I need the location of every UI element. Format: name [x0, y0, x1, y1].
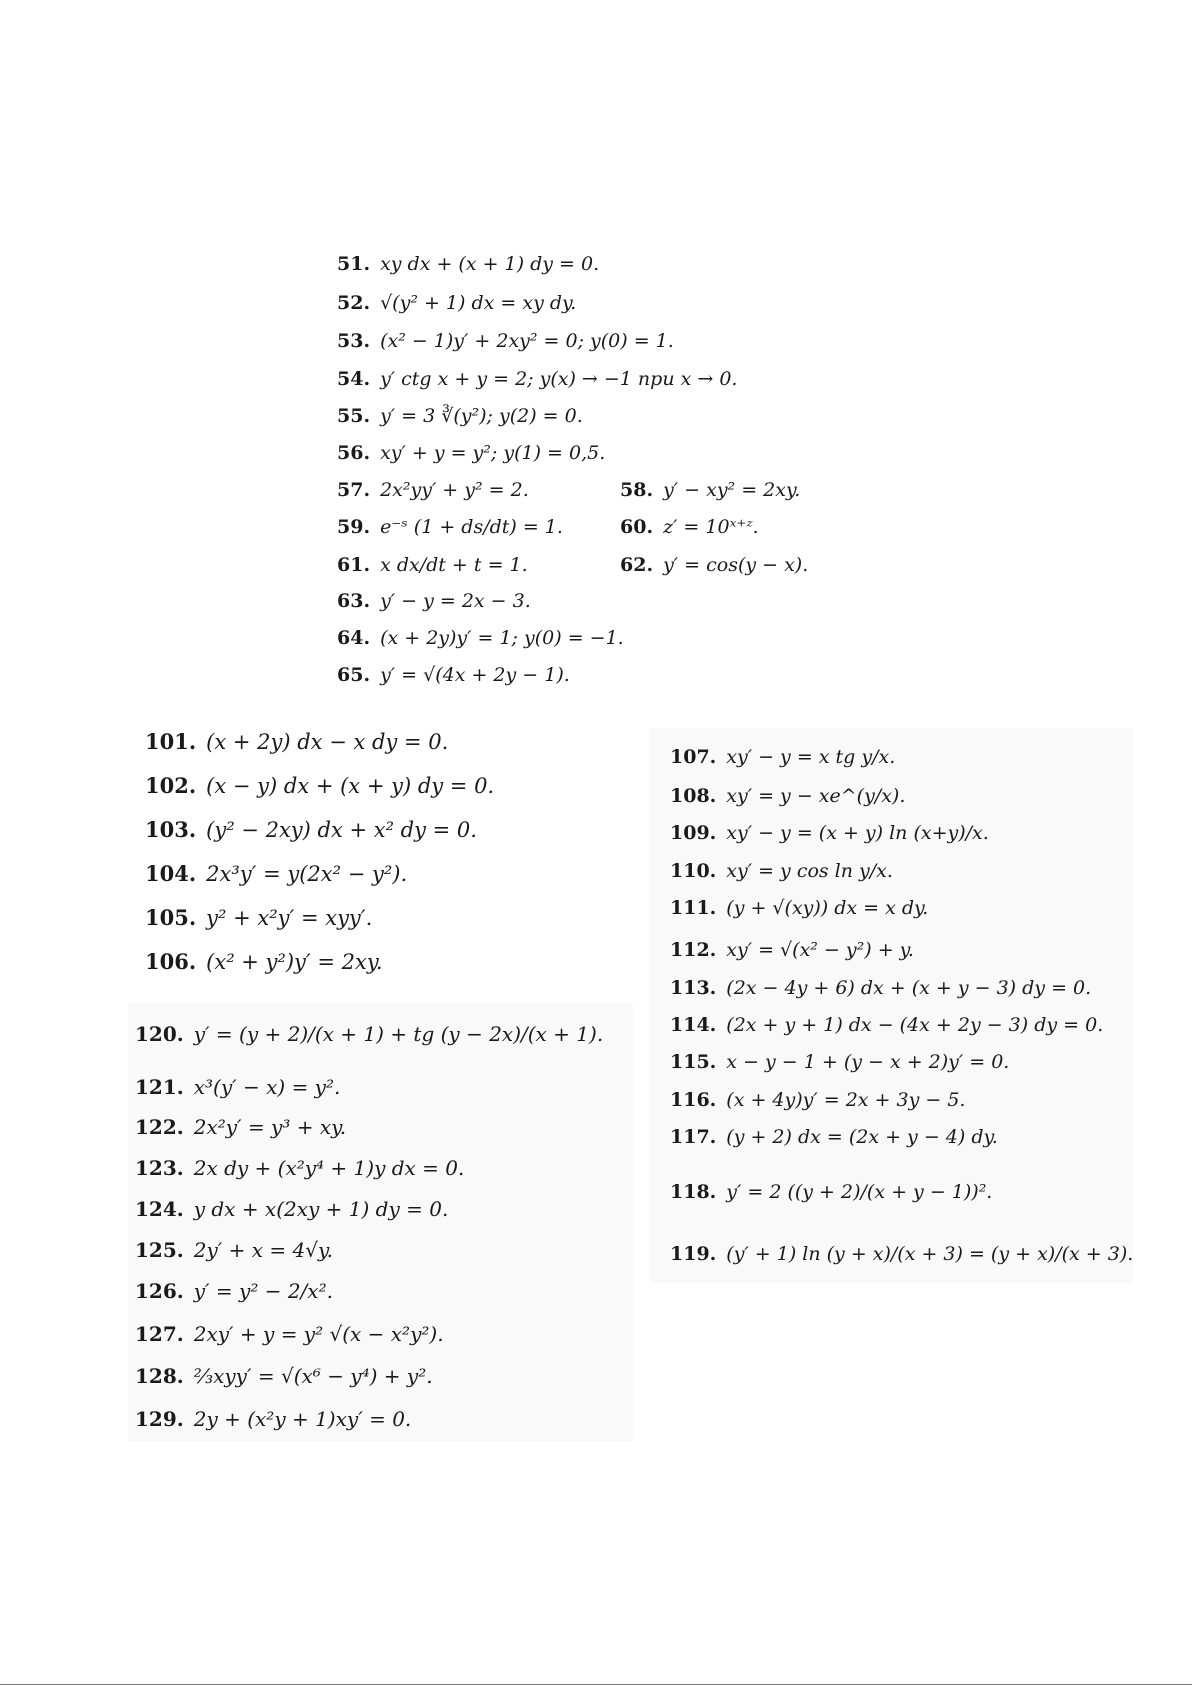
exercise-line: 127. 2xy′ + y = y² √(x − x²y²).: [135, 1322, 444, 1346]
exercise-line: 128. ⅔xyy′ = √(x⁶ − y⁴) + y².: [135, 1364, 433, 1388]
exercise-line: 123. 2x dy + (x²y⁴ + 1)y dx = 0.: [135, 1156, 465, 1180]
exercise-line: 115. x − y − 1 + (y − x + 2)y′ = 0.: [670, 1051, 1010, 1073]
exercise-line: 63. y′ − y = 2x − 3.: [337, 590, 531, 612]
exercise-line: 122. 2x²y′ = y³ + xy.: [135, 1115, 347, 1139]
exercise-line: 55. y′ = 3 ∛(y²); y(2) = 0.: [337, 405, 583, 427]
exercise-line: 111. (y + √(xy)) dx = x dy.: [670, 897, 929, 919]
exercise-line: 53. (x² − 1)y′ + 2xy² = 0; y(0) = 1.: [337, 330, 674, 352]
exercise-line: 116. (x + 4y)y′ = 2x + 3y − 5.: [670, 1089, 966, 1111]
exercise-line: 125. 2y′ + x = 4√y.: [135, 1238, 333, 1262]
exercise-line: 61. x dx/dt + t = 1.: [337, 554, 528, 576]
exercise-line: 110. xy′ = y cos ln y/x.: [670, 860, 893, 882]
exercise-line: 119. (y′ + 1) ln (y + x)/(x + 3) = (y + x)/(x + 3).: [670, 1243, 1134, 1265]
exercise-line: 102. (x − y) dx + (x + y) dy = 0.: [145, 773, 495, 798]
exercise-line: 106. (x² + y²)y′ = 2xy.: [145, 949, 383, 974]
exercise-line: 65. y′ = √(4x + 2y − 1).: [337, 664, 570, 686]
exercise-line: 62. y′ = cos(y − x).: [620, 554, 809, 576]
exercise-line: 117. (y + 2) dx = (2x + y − 4) dy.: [670, 1126, 998, 1148]
exercise-line: 54. y′ ctg x + y = 2; y(x) → −1 при x → 0.: [337, 368, 738, 390]
exercise-line: 105. y² + x²y′ = xyy′.: [145, 905, 373, 930]
exercise-line: 64. (x + 2y)y′ = 1; y(0) = −1.: [337, 627, 624, 649]
exercise-line: 101. (x + 2y) dx − x dy = 0.: [145, 729, 449, 754]
exercise-line: 59. e⁻ˢ (1 + ds/dt) = 1.: [337, 516, 563, 538]
exercise-line: 58. y′ − xy² = 2xy.: [620, 479, 801, 501]
exercise-line: 126. y′ = y² − 2/x².: [135, 1279, 333, 1303]
exercise-line: 120. y′ = (y + 2)/(x + 1) + tg (y − 2x)/(x + 1).: [135, 1022, 604, 1046]
exercise-line: 124. y dx + x(2xy + 1) dy = 0.: [135, 1197, 449, 1221]
exercise-line: 51. xy dx + (x + 1) dy = 0.: [337, 253, 600, 275]
exercise-line: 56. xy′ + y = y²; y(1) = 0,5.: [337, 442, 606, 464]
exercise-line: 118. y′ = 2 ((y + 2)/(x + y − 1))².: [670, 1181, 993, 1203]
exercise-line: 104. 2x³y′ = y(2x² − y²).: [145, 861, 408, 886]
exercise-line: 112. xy′ = √(x² − y²) + y.: [670, 939, 914, 961]
exercise-line: 52. √(y² + 1) dx = xy dy.: [337, 292, 577, 314]
exercise-line: 57. 2x²yy′ + y² = 2.: [337, 479, 529, 501]
exercise-line: 129. 2y + (x²y + 1)xy′ = 0.: [135, 1407, 412, 1431]
exercise-line: 107. xy′ − y = x tg y/x.: [670, 746, 896, 768]
exercise-line: 114. (2x + y + 1) dx − (4x + 2y − 3) dy = 0.: [670, 1014, 1104, 1036]
exercise-line: 103. (y² − 2xy) dx + x² dy = 0.: [145, 817, 477, 842]
exercise-line: 108. xy′ = y − xe^(y/x).: [670, 785, 906, 807]
exercise-line: 113. (2x − 4y + 6) dx + (x + y − 3) dy = 0.: [670, 977, 1092, 999]
exercise-line: 121. x³(y′ − x) = y².: [135, 1075, 341, 1099]
exercise-line: 109. xy′ − y = (x + y) ln (x+y)/x.: [670, 822, 989, 844]
exercise-line: 60. z′ = 10ˣ⁺ᶻ.: [620, 516, 759, 538]
